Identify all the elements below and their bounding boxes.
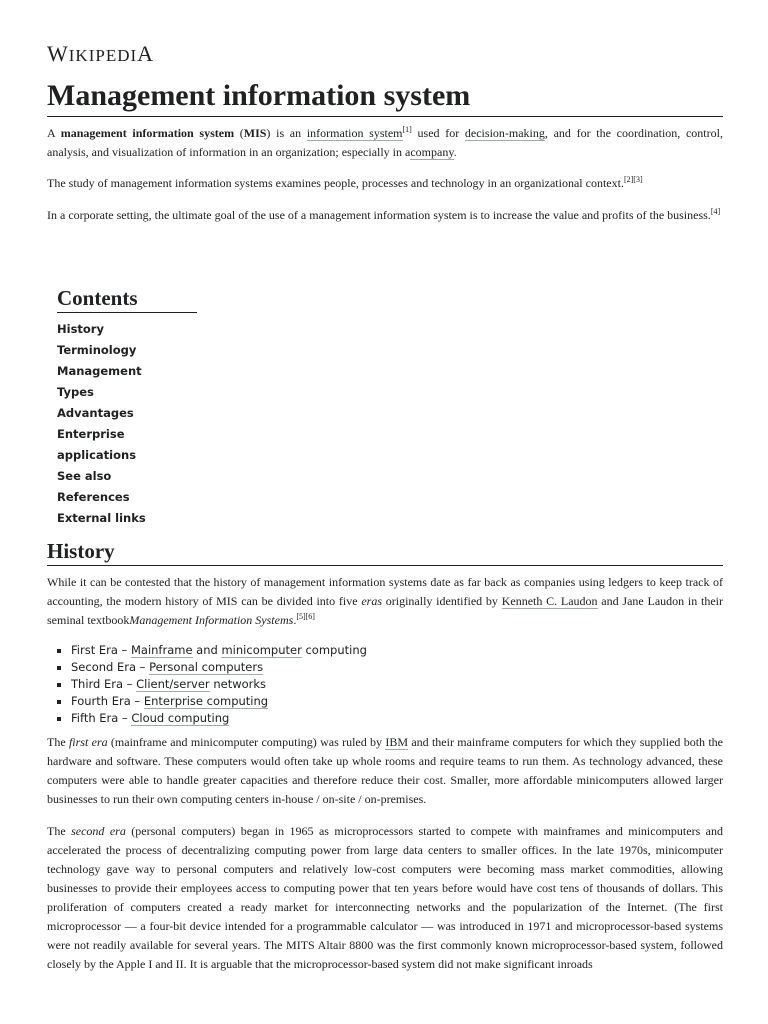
wikipedia-logo[interactable]: WIKIPEDIA: [47, 41, 155, 66]
ref-link[interactable]: [2]: [623, 175, 634, 184]
list-item: ▪ Fifth Era – Cloud computing: [71, 710, 671, 727]
toc-item[interactable]: References: [57, 490, 130, 504]
list-item: ▪ First Era – Mainframe and minicomputer computing: [71, 642, 671, 659]
mainframe-link[interactable]: Mainframe: [130, 643, 193, 657]
list-item: ▪ Fourth Era – Enterprise computing: [71, 693, 671, 710]
enterprise-computing-link[interactable]: Enterprise computing: [143, 694, 269, 708]
abbr-bold: MIS: [243, 126, 267, 140]
ref-link[interactable]: [4]: [710, 207, 721, 216]
toc-item[interactable]: Management: [57, 364, 142, 378]
intro-paragraph-2: The study of management information systems examines people, processes and technology in an organizational context.[2][3]: [47, 175, 643, 190]
toc-item[interactable]: History: [57, 322, 104, 336]
list-item: ▪ Second Era – Personal computers: [71, 659, 671, 676]
book-title: Management Information Systems: [129, 613, 294, 627]
intro-paragraph-1: A management information system (MIS) is an information system[1] used for decision-making, and for the coordination, control, analysis, and visualization of information in an organization; especially in acompany.: [47, 125, 723, 159]
intro-paragraph-3: In a corporate setting, the ultimate goal of the use of a management information system is to increase the value and profits of the business.[4]: [47, 207, 721, 222]
client-server-link[interactable]: Client/server: [136, 677, 210, 691]
table-of-contents: [57, 285, 197, 529]
ibm-link[interactable]: IBM: [385, 735, 409, 749]
toc-item[interactable]: Enterprise applications: [57, 427, 137, 462]
toc-item[interactable]: Terminology: [57, 343, 137, 357]
toc-item[interactable]: Types: [57, 385, 94, 399]
ref-link[interactable]: [6]: [305, 612, 315, 621]
toc-item[interactable]: External links: [57, 511, 146, 525]
personal-computers-link[interactable]: Personal computers: [149, 660, 264, 674]
list-item: ▪ Third Era – Client/server networks: [71, 676, 671, 693]
ref-link[interactable]: [5]: [296, 612, 306, 621]
minicomputer-link[interactable]: minicomputer: [221, 643, 302, 657]
kenneth-laudon-link[interactable]: Kenneth C. Laudon: [501, 594, 598, 608]
cloud-computing-link[interactable]: Cloud computing: [131, 711, 230, 725]
eras-list: [47, 642, 671, 727]
ref-link[interactable]: [3]: [633, 175, 643, 184]
decision-making-link[interactable]: decision-making: [464, 126, 545, 140]
page-title: Management information system: [47, 78, 723, 117]
history-paragraph-3: The second era (personal computers) began in 1965 as microprocessors started to compete with mainframes and minicomputers and accelerated the process of decentralizing computing power from large data centers to smaller offices. In the late 1970s, minicomputer technology gave way to personal computers and relatively low-cost computers were becoming mass market commodities, allowing businesses to provide their employees access to computing power that ten years before would have cost tens of thousands of dollars. This proliferation of computers created a ready market for interconnecting networks and the popularization of the Internet. (The first microprocessor — a four-bit device intended for a programmable calculator — was introduced in 1971 and microprocessor-based systems were not readily available for several years. The MITS Altair 8800 was the first commonly known microprocessor-based system, followed closely by the Apple I and II. It is arguable that the microprocessor-based system did not make significant inroads: [47, 824, 723, 971]
history-paragraph-1: While it can be contested that the history of management information systems date as far back as companies using ledgers to keep track of accounting, the modern history of MIS can be divided into five eras originally identified by Kenneth C. Laudon and Jane Laudon in their seminal textbookManagement Information Systems.[5][6]: [47, 575, 723, 627]
company-link[interactable]: company: [410, 145, 454, 159]
toc-item[interactable]: Advantages: [57, 406, 134, 420]
information-system-link[interactable]: information system: [306, 126, 403, 140]
toc-heading: Contents: [57, 285, 197, 313]
ref-link[interactable]: [1]: [402, 125, 412, 134]
term-bold: management information system: [60, 126, 235, 140]
toc-item[interactable]: See also: [57, 469, 112, 483]
history-heading: History: [47, 538, 723, 566]
history-paragraph-2: The first era (mainframe and minicomputer computing) was ruled by IBM and their mainframe computers for which they supplied both the hardware and software. These computers would often take up whole rooms and require teams to run them. As technology advanced, these computers were able to handle greater capacities and therefore reduce their cost. Smaller, more affordable minicomputers allowed larger businesses to run their own computing centers in-house / on-site / on-premises.: [47, 735, 723, 806]
